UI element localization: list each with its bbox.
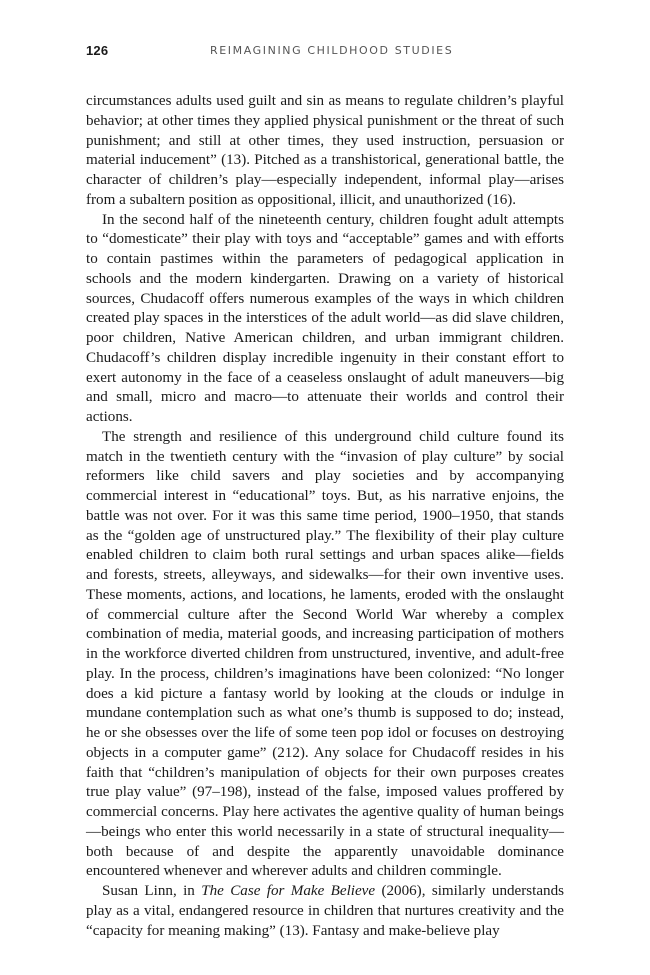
- book-title: The Case for Make Believe: [201, 883, 376, 899]
- paragraph-1: circumstances adults used guilt and sin as means to regulate children’s playful behavior; at other times they applied physical punishment or the threat of such punishment; and still at other times, they used instruction, persuasion or material inducement” (13). Pitched as a transhistorical, generational battle, the character of children’s play—especially independent, informal play—arises from a subaltern position as oppositional, illicit, and unauthorized (16).: [86, 93, 564, 208]
- running-head: REIMAGINING CHILDHOOD STUDIES: [210, 44, 454, 57]
- paragraph-4-lead: Susan Linn, in: [102, 883, 202, 899]
- paragraph-4-rest: (2006), similarly understands play as a vital, endangered resource in children that nurtures creativity and the “capacity for meaning making” (13). Fantasy and make-believe play: [86, 883, 564, 939]
- page-header: [86, 40, 564, 64]
- paragraph-2: In the second half of the nineteenth century, children fought adult attempts to “domesticate” their play with toys and “acceptable” games and with efforts to contain pastimes within the parameters of pedagogical application in schools and the modern kindergarten. Drawing on a variety of historical sources, Chudacoff offers numerous examples of the ways in which children created play spaces in the interstices of the adult world—as did slave children, poor children, Native American children, and urban immigrant children. Chudacoff’s children display incredible ingenuity in their constant effort to exert autonomy in the face of a ceaseless onslaught of adult maneuvers—big and small, micro and macro—to attenuate their worlds and control their actions.: [86, 211, 564, 425]
- body-text: [86, 92, 564, 941]
- page-number: 126: [86, 43, 109, 58]
- paragraph-4: [86, 882, 564, 941]
- paragraph-3: The strength and resilience of this underground child culture found its match in the twentieth century with the “invasion of play culture” by social reformers like child savers and play societies and by accompanying commercial interest in “educational” toys. But, as his narrative enjoins, the battle was not over. For it was this same time period, 1900–1950, that stands as the “golden age of unstructured play.” The flexibility of their play culture enabled children to claim both rural settings and urban spaces alike—fields and forests, streets, alleyways, and sidewalks—for their own inventive uses. These moments, actions, and locations, he laments, eroded with the onslaught of commercial culture after the Second World War whereby a complex combination of media, material goods, and increasing participation of mothers in the workforce diverted children from unstructured, inventive, and adult-free play. In the process, children’s imaginations have been colonized: “No longer does a kid picture a fantasy world by looking at the clouds or indulge in mundane contemplation such as what one’s thumb is supposed to do; instead, he or she obsesses over the life of some teen pop idol or focuses on destroying objects in a computer game” (212). Any solace for Chudacoff resides in his faith that “children’s manipulation of objects for their own purposes creates true play value” (97–198), instead of the false, imposed values proffered by commercial concerns. Play here activates the agentive quality of human beings—beings who enter this world necessarily in a state of structural inequality—both because of and despite the apparently unavoidable dominance encountered whenever and wherever adults and children commingle.: [86, 428, 564, 880]
